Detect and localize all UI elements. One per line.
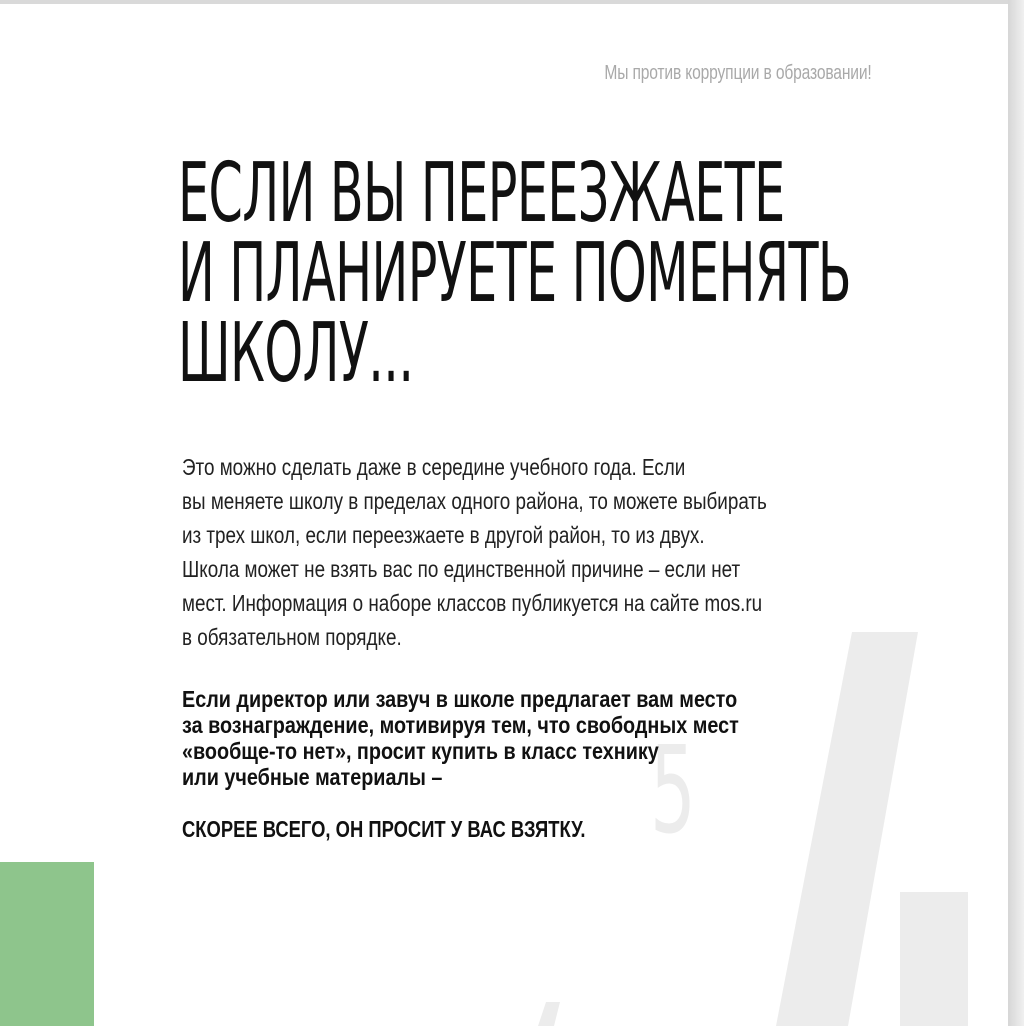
page-edge-shadow — [1008, 0, 1024, 1026]
warning-paragraph — [182, 686, 739, 790]
headline-line: ЕСЛИ ВЫ ПЕРЕЕЗЖАЕТЕ — [178, 146, 785, 241]
headline-line: ШКОЛУ... — [178, 306, 414, 401]
warning-line: за вознаграждение, мотивируя тем, что свободных мест — [182, 712, 739, 738]
body-line: вы меняете школу в пределах одного района, то можете выбирать — [182, 488, 767, 514]
body-line: из трех школ, если переезжаете в другой район, то из двух. — [182, 522, 705, 548]
decor-slash-small — [538, 1002, 560, 1026]
headline — [178, 146, 852, 401]
warning-line: или учебные материалы – — [182, 764, 443, 790]
green-accent-block — [0, 862, 94, 1026]
page-number: 5 — [649, 721, 696, 862]
body-line: в обязательном порядке. — [182, 624, 402, 650]
body-line: Школа может не взять вас по единственной причине – если нет — [182, 556, 741, 582]
body-line: Это можно сделать даже в середине учебного года. Если — [182, 454, 686, 480]
warning-line: Если директор или завуч в школе предлагает вам место — [182, 686, 738, 712]
header-slogan: Мы против коррупции в образовании! — [604, 62, 872, 84]
document-page — [0, 4, 1008, 1026]
decor-bar-right — [900, 892, 968, 1026]
conclusion-text: СКОРЕЕ ВСЕГО, ОН ПРОСИТ У ВАС ВЗЯТКУ. — [182, 816, 586, 842]
body-paragraph — [182, 450, 767, 654]
body-line: мест. Информация о наборе классов публикуется на сайте mos.ru — [182, 590, 763, 616]
warning-line: «вообще-то нет», просит купить в класс технику — [182, 738, 659, 764]
decor-slash-large — [776, 632, 918, 1026]
headline-line: И ПЛАНИРУЕТЕ ПОМЕНЯТЬ — [178, 226, 852, 321]
